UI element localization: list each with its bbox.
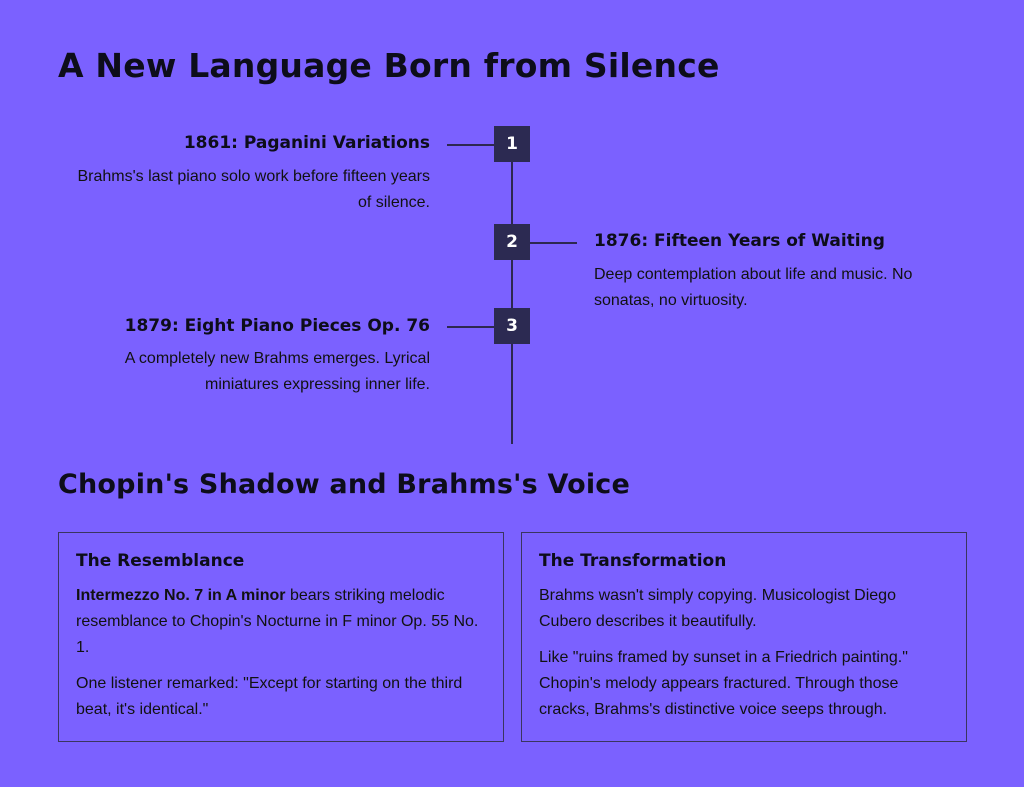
transformation-card (521, 532, 967, 742)
card-text: bears striking melodic resemblance to Chopin's Nocturne in F minor Op. 55 No. 1. (76, 587, 479, 656)
timeline-connector (529, 242, 577, 244)
timeline-event-description: Brahms's last piano solo work before fifteen years of silence. (77, 168, 430, 211)
timeline-marker-2: 2 (494, 224, 530, 260)
timeline-line (511, 144, 513, 444)
card-title: The Transformation (539, 551, 727, 571)
timeline-marker-1: 1 (494, 126, 530, 162)
card-paragraph: One listener remarked: "Except for starting on the third beat, it's identical." (76, 675, 463, 718)
timeline-event-description: A completely new Brahms emerges. Lyrical miniatures expressing inner life. (124, 350, 430, 393)
timeline-event-description: Deep contemplation about life and music. No sonatas, no virtuosity. (594, 266, 913, 309)
timeline-connector (447, 144, 495, 146)
page-title: A New Language Born from Silence (58, 46, 720, 85)
timeline-event-title: 1876: Fifteen Years of Waiting (594, 231, 885, 251)
section-title: Chopin's Shadow and Brahms's Voice (58, 469, 631, 500)
card-paragraph: Like "ruins framed by sunset in a Friedrich painting." Chopin's melody appears fractured. Through those cracks, Brahms's distinctive voice seeps through. (539, 649, 908, 718)
card-emphasis: Intermezzo No. 7 in A minor (76, 587, 286, 604)
resemblance-card (58, 532, 504, 742)
timeline-marker-3: 3 (494, 308, 530, 344)
timeline-connector (447, 326, 495, 328)
timeline-event-title: 1861: Paganini Variations (183, 133, 430, 153)
timeline-event-title: 1879: Eight Piano Pieces Op. 76 (124, 316, 430, 336)
card-title: The Resemblance (76, 551, 245, 571)
card-paragraph: Brahms wasn't simply copying. Musicologist Diego Cubero describes it beautifully. (539, 587, 896, 630)
card-paragraph (76, 583, 486, 661)
